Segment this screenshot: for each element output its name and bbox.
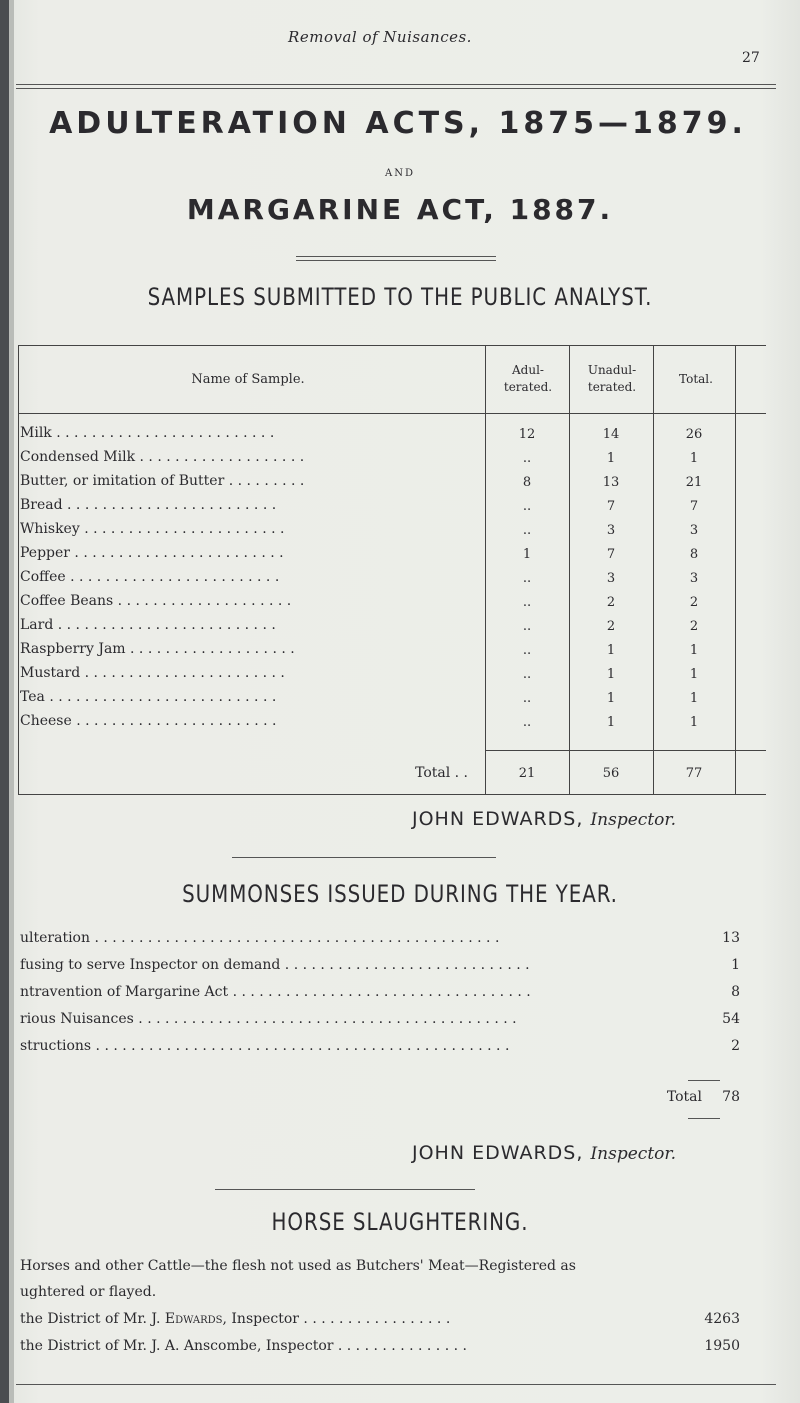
sample-total: 2 [689, 595, 699, 610]
sample-name: Mustard . . . . . . . . . . . . . . . . . . . . . . . [20, 665, 285, 681]
divider [296, 256, 496, 257]
sample-unadul: 1 [606, 715, 616, 730]
horse-title: HORSE SLAUGHTERING. [271, 1208, 529, 1236]
sample-total: 2 [689, 619, 699, 634]
page-number: 27 [742, 50, 760, 66]
sample-unadul: 3 [606, 523, 616, 538]
sample-name: Pepper . . . . . . . . . . . . . . . . . . . . . . . . [20, 545, 284, 561]
header-rule [16, 84, 776, 85]
sample-adul: .. [522, 499, 532, 514]
summons-label: fusing to serve Inspector on demand . . . . . . . . . . . . . . . . . . . . . . . . . . . . [20, 957, 530, 973]
signoff-name: JOHN EDWARDS, [412, 808, 584, 830]
sample-total: 8 [689, 547, 699, 562]
and-text: AND [385, 168, 415, 179]
sample-name: Coffee . . . . . . . . . . . . . . . . . . . . . . . . [20, 569, 280, 585]
header-adulterated: Adul- terated. [503, 363, 553, 394]
sample-name: Bread . . . . . . . . . . . . . . . . . . . . . . . . [20, 497, 277, 513]
signoff-2 [412, 1142, 676, 1164]
sample-total: 7 [689, 499, 699, 514]
header-rule-2 [16, 88, 776, 89]
sample-adul: 12 [518, 427, 536, 442]
horse-count: 1950 [704, 1338, 740, 1354]
sample-adul: .. [522, 451, 532, 466]
sample-name: Lard . . . . . . . . . . . . . . . . . . . . . . . . . [20, 617, 276, 633]
summons-label: ulteration . . . . . . . . . . . . . . . . . . . . . . . . . . . . . . . . . . . . . . . . . . . . . . [20, 930, 500, 946]
sample-unadul: 2 [606, 619, 616, 634]
summons-value: 13 [722, 930, 740, 946]
sample-total: 21 [685, 475, 703, 490]
sample-name: Coffee Beans . . . . . . . . . . . . . . . . . . . . [20, 593, 292, 609]
sample-total: 1 [689, 451, 699, 466]
horse-suffix: , Inspector . . . . . . . . . . . . . . . . . [222, 1311, 451, 1327]
samples-title: SAMPLES SUBMITTED TO THE PUBLIC ANALYST. [147, 283, 653, 311]
summons-total-rule [688, 1080, 720, 1081]
signoff-role: Inspector. [590, 1144, 677, 1164]
sample-total: 1 [689, 643, 699, 658]
total-label: Total . . [415, 765, 468, 781]
total-unadulterated: 56 [602, 766, 620, 781]
sample-unadul: 7 [606, 499, 616, 514]
sample-total: 1 [689, 691, 699, 706]
horse-row [20, 1311, 740, 1327]
sample-name: Cheese . . . . . . . . . . . . . . . . . . . . . . . [20, 713, 277, 729]
signoff-1 [412, 808, 676, 830]
sample-unadul: 7 [606, 547, 616, 562]
summons-total-label: Total [666, 1089, 702, 1105]
summons-value: 54 [722, 1011, 740, 1027]
sample-adul: 1 [522, 547, 532, 562]
sample-name: Tea . . . . . . . . . . . . . . . . . . . . . . . . . . [20, 689, 277, 705]
sample-name: Raspberry Jam . . . . . . . . . . . . . . . . . . . [20, 641, 295, 657]
sample-name: Butter, or imitation of Butter . . . . . . . . . [20, 473, 305, 489]
sample-unadul: 14 [602, 427, 620, 442]
header-name: Name of Sample. [191, 372, 305, 387]
horse-para-line2: ughtered or flayed. [20, 1284, 157, 1300]
summons-value: 1 [731, 957, 740, 973]
divider-2 [296, 260, 496, 261]
sample-adul: .. [522, 667, 532, 682]
horse-inspector-name: Edwards [164, 1311, 223, 1327]
summons-value: 2 [731, 1038, 740, 1054]
summons-value: 8 [731, 984, 740, 1000]
summons-label: rious Nuisances . . . . . . . . . . . . . . . . . . . . . . . . . . . . . . . . . . . . . . . . . . . [20, 1011, 517, 1027]
sample-unadul: 13 [602, 475, 620, 490]
sample-adul: .. [522, 595, 532, 610]
summons-total-rule-2 [688, 1118, 720, 1119]
sample-total: 1 [689, 667, 699, 682]
horse-district: the District of Mr. J. [20, 1311, 165, 1327]
total-adulterated: 21 [518, 766, 536, 781]
sample-adul: .. [522, 571, 532, 586]
margarine-title: MARGARINE ACT, 1887. [186, 193, 614, 226]
horse-district: the District of Mr. J. A. Anscombe, Inspector . . . . . . . . . . . . . . . [20, 1338, 467, 1354]
header-unadulterated: Unadul- terated. [587, 363, 637, 394]
sample-adul: .. [522, 523, 532, 538]
running-head: Removal of Nuisances. [288, 28, 472, 46]
divider [215, 1189, 475, 1190]
horse-row [20, 1338, 740, 1354]
summons-total-value: 78 [722, 1089, 740, 1105]
header-total: Total. [679, 372, 713, 386]
act-title: ADULTERATION ACTS, 1875—1879. [49, 106, 747, 141]
sample-total: 26 [685, 427, 703, 442]
summons-label: ntravention of Margarine Act . . . . . . . . . . . . . . . . . . . . . . . . . . . . . . . . . . [20, 984, 531, 1000]
sample-adul: .. [522, 691, 532, 706]
sample-total: 3 [689, 571, 699, 586]
sample-adul: .. [522, 643, 532, 658]
sample-adul: 8 [522, 475, 532, 490]
summons-label: structions . . . . . . . . . . . . . . . . . . . . . . . . . . . . . . . . . . . . . . . . . . . . . . . [20, 1038, 510, 1054]
sample-unadul: 1 [606, 691, 616, 706]
summonses-title: SUMMONSES ISSUED DURING THE YEAR. [182, 880, 618, 908]
horse-para-line1: Horses and other Cattle—the flesh not used as Butchers' Meat—Registered as [20, 1258, 576, 1274]
sample-unadul: 2 [606, 595, 616, 610]
sample-adul: .. [522, 715, 532, 730]
sample-unadul: 3 [606, 571, 616, 586]
signoff-role: Inspector. [590, 810, 677, 830]
footer-rule [16, 1384, 776, 1385]
sample-unadul: 1 [606, 451, 616, 466]
samples-table [18, 345, 766, 795]
horse-count: 4263 [704, 1311, 740, 1327]
sample-unadul: 1 [606, 643, 616, 658]
sample-unadul: 1 [606, 667, 616, 682]
sample-total: 1 [689, 715, 699, 730]
divider [232, 857, 496, 858]
total-total: 77 [685, 766, 703, 781]
sample-name: Milk . . . . . . . . . . . . . . . . . . . . . . . . . [20, 425, 275, 441]
signoff-name: JOHN EDWARDS, [412, 1142, 584, 1164]
sample-name: Whiskey . . . . . . . . . . . . . . . . . . . . . . . [20, 521, 285, 537]
sample-name: Condensed Milk . . . . . . . . . . . . . . . . . . . [20, 449, 305, 465]
sample-adul: .. [522, 619, 532, 634]
sample-total: 3 [689, 523, 699, 538]
